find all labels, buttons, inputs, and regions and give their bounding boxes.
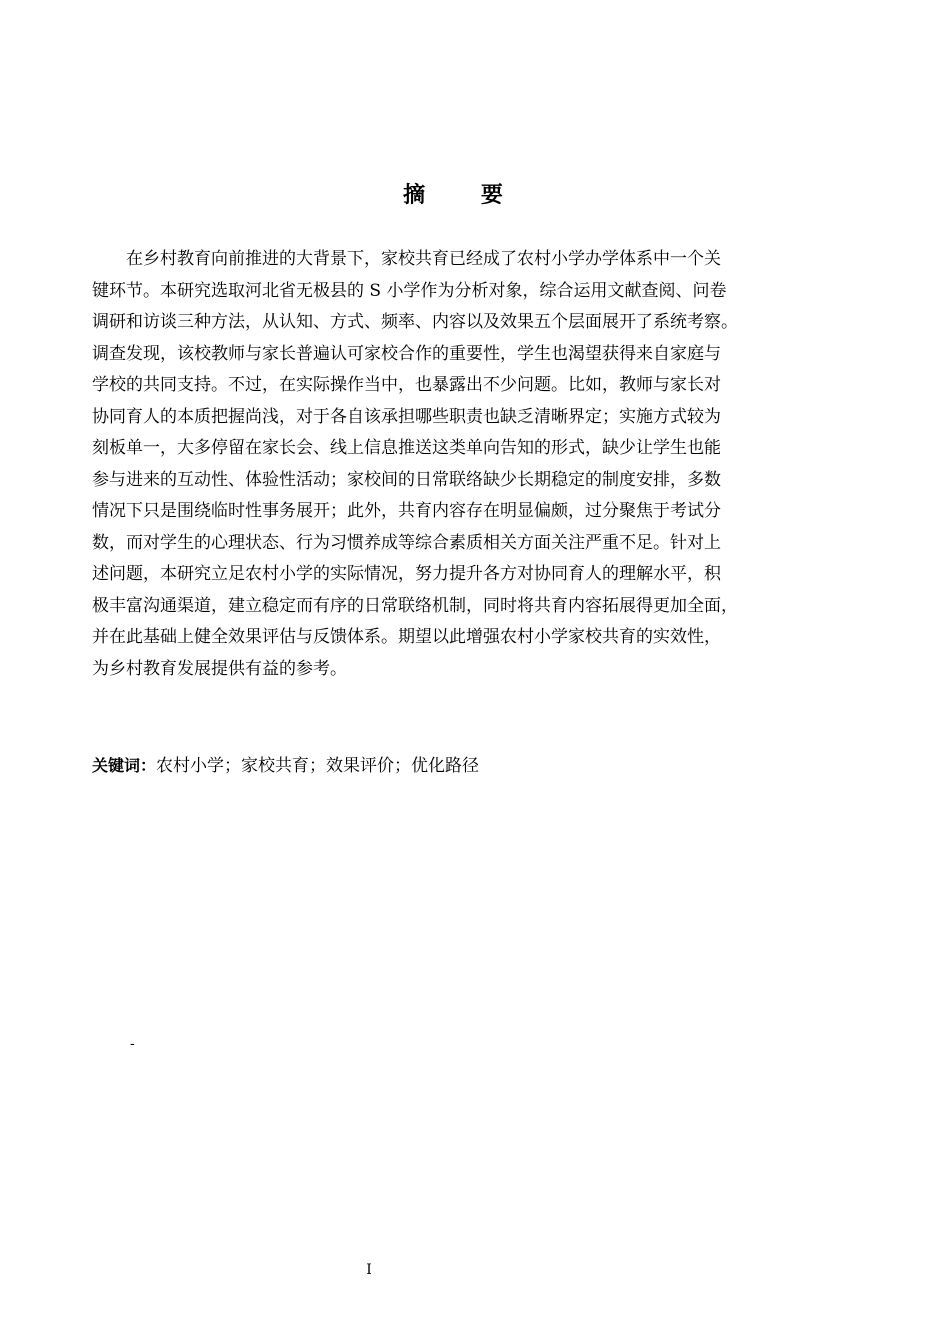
- abstract-line: 并在此基础上健全效果评估与反馈体系。期望以此增强农村小学家校共育的实效性，: [92, 627, 721, 647]
- keywords-label: 关键词：: [92, 756, 157, 775]
- abstract-line: 刻板单一，大多停留在家长会、线上信息推送这类单向告知的形式，缺少让学生也能: [92, 438, 721, 458]
- abstract-line: 为乡村教育发展提供有益的参考。: [92, 658, 347, 679]
- abstract-line: 述问题，本研究立足农村小学的实际情况，努力提升各方对协同育人的理解水平，积: [92, 564, 721, 584]
- abstract-line: 调查发现，该校教师与家长普遍认可家校合作的重要性，学生也渴望获得来自家庭与: [92, 343, 721, 364]
- abstract-line: 情况下只是围绕临时性事务展开；此外，共育内容存在明显偏颇，过分聚焦于考试分: [92, 501, 721, 521]
- page-number: I: [366, 1262, 372, 1278]
- abstract-line: 键环节。本研究选取河北省无极县的 S 小学作为分析对象，综合运用文献查阅、问卷: [92, 280, 727, 301]
- keywords: [92, 752, 479, 780]
- page-title: 摘 要: [403, 182, 527, 208]
- abstract-line: 参与进来的互动性、体验性活动；家校间的日常联络缺少长期稳定的制度安排，多数: [92, 469, 721, 490]
- abstract-line: 数，而对学生的心理状态、行为习惯养成等综合素质相关方面关注严重不足。针对上: [92, 532, 721, 553]
- abstract-line: 调研和访谈三种方法，从认知、方式、频率、内容以及效果五个层面展开了系统考察。: [92, 312, 738, 332]
- abstract-line: 在乡村教育向前推进的大背景下，家校共育已经成了农村小学办学体系中一个关: [126, 249, 721, 269]
- abstract-line: 极丰富沟通渠道，建立稳定而有序的日常联络机制，同时将共育内容拓展得更加全面，: [92, 595, 738, 616]
- abstract-line: 协同育人的本质把握尚浅，对于各自该承担哪些职责也缺乏清晰界定；实施方式较为: [92, 406, 721, 427]
- stray-mark: -: [130, 1036, 135, 1052]
- abstract-line: 学校的共同支持。不过，在实际操作当中，也暴露出不少问题。比如，教师与家长对: [92, 375, 721, 395]
- keywords-text: 农村小学；家校共育；效果评价；优化路径: [156, 756, 480, 776]
- abstract-body: [92, 244, 844, 685]
